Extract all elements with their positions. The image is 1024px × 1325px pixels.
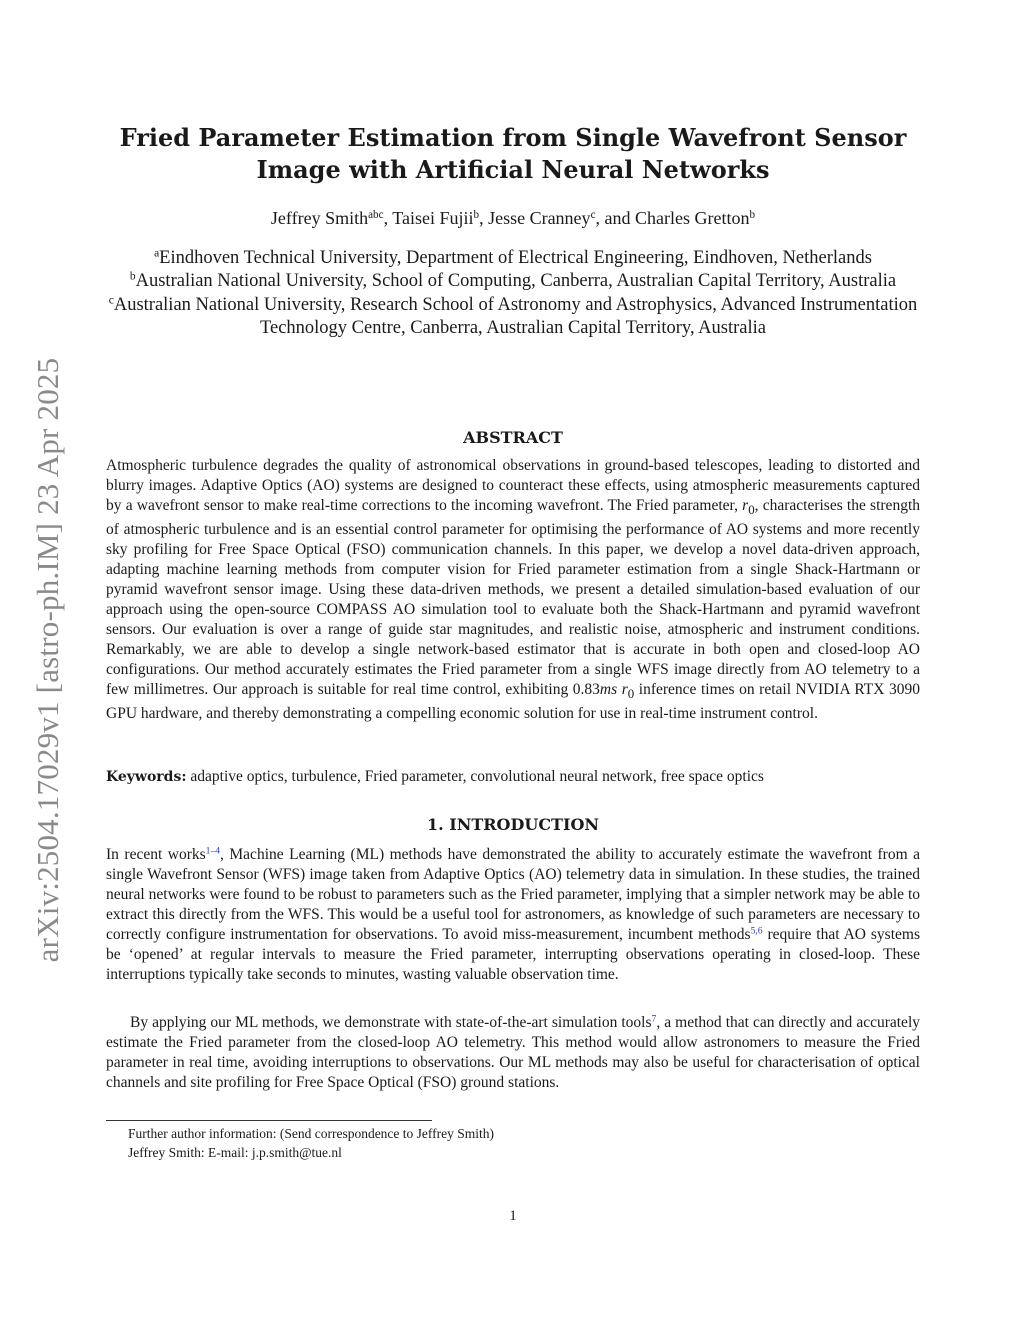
abstract-text: , characterises the strength of atmospheric turbulence and is an essential control parameter for optimising the performance of AO systems and more recently sky profiling for Free Space Optical (FSO) communication channels. In this paper, we develop a novel data-driven approach, adapting machine learning methods from computer vision for Fried parameter estimation from a single Shack-Hartmann or pyramid wavefront sensor image. Using these data-driven methods, we present a detailed simulation-based evaluation of our approach using the open-source COMPASS AO simulation tool to evaluate both the Shack-Hartmann and pyramid wavefront sensors. Our evaluation is over a range of guide star magnitudes, and realistic noise, atmospheric and instrument conditions. Remarkably, we are able to develop a single network-based estimator that is accurate in both open and closed-loop AO configurations. Our method accurately estimates the Fried parameter from a single WFS image directly from AO telemetry to a few millimetres. Our approach is suitable for real time control, exhibiting 0.83 bbox=[106, 497, 920, 699]
abstract-body bbox=[106, 456, 920, 724]
title-line-1: Fried Parameter Estimation from Single Wavefront Sensor bbox=[119, 123, 907, 152]
ms-unit: ms bbox=[599, 681, 618, 699]
paragraph-text: require that AO systems be ‘opened’ at regular intervals to measure the Fried parameter, interrupting observations operating in closed-loop. These interruptions typically take seconds to minutes, wasting valuable observation time. bbox=[106, 926, 920, 983]
citation-link[interactable]: 1–4 bbox=[205, 845, 221, 857]
affiliations bbox=[106, 247, 920, 340]
author-affil-mark: c bbox=[590, 208, 596, 221]
abstract-text: Atmospheric turbulence degrades the quality of astronomical observations in ground-based telescopes, leading to distorted and blurry images. Adaptive Optics (AO) systems are designed to counteract these effects, using atmospheric measurements captured by a wavefront sensor to make real-time corrections to the incoming wavefront. The Fried parameter, bbox=[106, 457, 920, 514]
title-line-2: Image with Artificial Neural Networks bbox=[256, 155, 770, 184]
footnote-rule bbox=[106, 1120, 432, 1121]
page-number: 1 bbox=[509, 1208, 517, 1224]
section-heading-introduction: 1. INTRODUCTION bbox=[426, 815, 600, 834]
footnote bbox=[128, 1124, 918, 1162]
keywords-label: Keywords: bbox=[106, 769, 187, 785]
author-list bbox=[106, 206, 920, 230]
keywords-text: adaptive optics, turbulence, Fried parameter, convolutional neural network, free space optics bbox=[186, 768, 764, 785]
r0-symbol: r bbox=[742, 497, 749, 514]
affiliation-mark: a bbox=[154, 247, 160, 260]
affiliation-a bbox=[106, 247, 920, 270]
footnote-line-1: Further author information: (Send correspondence to Jeffrey Smith) bbox=[128, 1126, 495, 1141]
citation-link[interactable]: 7 bbox=[651, 1013, 657, 1025]
citation-link[interactable]: 5,6 bbox=[750, 925, 763, 937]
paragraph-text: , Machine Learning (ML) methods have demonstrated the ability to accurately estimate the wavefront from a single Wavefront Sensor (WFS) image taken from Adaptive Optics (AO) telemetry data in simulation. In these studies, the trained neural networks were found to be robust to parameters such as the Fried parameter, implying that a simpler network may be able to extract this directly from the WFS. This would be a useful tool for astronomers, as knowledge of such parameters are necessary to correctly configure instrumentation for observations. To avoid miss-measurement, incumbent methods bbox=[106, 846, 920, 943]
affiliation-text: Australian National University, Research School of Astronomy and Astrophysics, Advanced Instrumentation Technology Centre, Canberra, Australian Capital Territory, Australia bbox=[113, 294, 918, 338]
author-sep: , bbox=[383, 208, 393, 228]
paragraph-text: By applying our ML methods, we demonstrate with state-of-the-art simulation tools bbox=[130, 1014, 652, 1031]
intro-paragraph-1 bbox=[106, 845, 920, 985]
author-affil-mark: abc bbox=[368, 208, 384, 221]
author-affil-mark: b bbox=[749, 208, 756, 221]
author-name: Jeffrey Smith bbox=[270, 208, 369, 228]
author-affil-mark: b bbox=[473, 208, 480, 221]
abstract-text: inference times on retail NVIDIA RTX 3090 GPU hardware, and thereby demonstrating a compelling economic solution for use in real-time instrument control. bbox=[106, 681, 920, 723]
affiliation-c bbox=[106, 294, 920, 341]
footnote-line-2: Jeffrey Smith: E-mail: j.p.smith@tue.nl bbox=[128, 1145, 342, 1160]
affiliation-text: Australian National University, School of Computing, Canberra, Australian Capital Territory, Australia bbox=[135, 271, 897, 292]
affiliation-b bbox=[106, 270, 920, 293]
r0-symbol: r bbox=[621, 681, 628, 699]
paragraph-text: In recent works bbox=[106, 846, 206, 863]
author-name: Jesse Cranney bbox=[488, 208, 591, 228]
paper-title bbox=[106, 122, 920, 186]
keywords bbox=[106, 767, 920, 787]
abstract-heading: ABSTRACT bbox=[463, 428, 563, 447]
affiliation-text: Eindhoven Technical University, Department of Electrical Engineering, Eindhoven, Netherlands bbox=[159, 248, 872, 268]
paragraph-text: , a method that can directly and accurately estimate the Fried parameter from the closed-loop AO telemetry. This method would allow astronomers to measure the Fried parameter in real time, avoiding interruptions to observations. Our ML methods may also be useful for characterisation of optical channels and site profiling for Free Space Optical (FSO) ground stations. bbox=[106, 1014, 920, 1091]
intro-paragraph-2 bbox=[106, 1013, 920, 1093]
r0-subscript: 0 bbox=[748, 502, 755, 518]
arxiv-id: arXiv:2504.17029v1 [astro-ph.IM] 23 Apr 2025 bbox=[30, 357, 65, 963]
r0-subscript: 0 bbox=[627, 686, 635, 702]
affiliation-mark: c bbox=[108, 294, 114, 307]
author-name: Taisei Fujii bbox=[392, 208, 474, 228]
affiliation-mark: b bbox=[129, 271, 136, 283]
author-name: Charles Gretton bbox=[635, 208, 750, 228]
author-sep: , bbox=[479, 208, 489, 228]
author-sep: , and bbox=[595, 208, 636, 228]
